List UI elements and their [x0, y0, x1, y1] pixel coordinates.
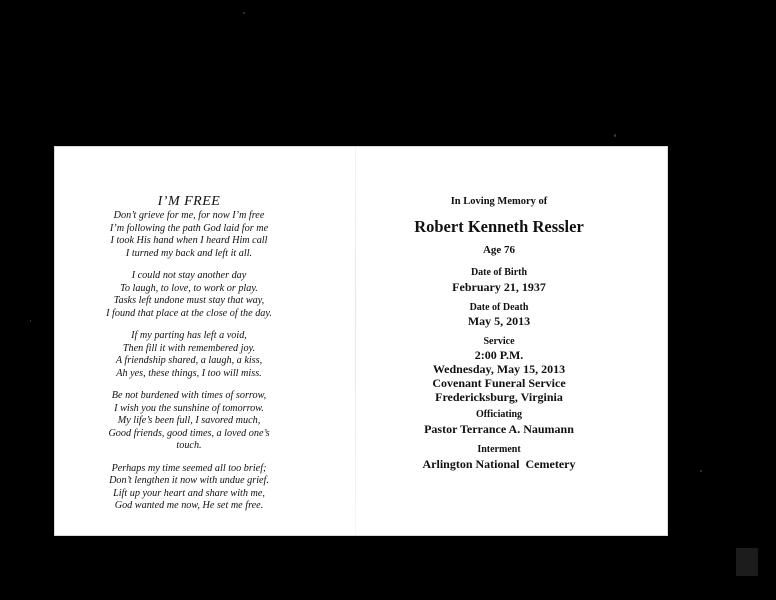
service-label: Service — [483, 336, 515, 347]
dust-speck — [243, 12, 245, 14]
poem-line: I took His hand when I heard Him call — [110, 235, 268, 246]
poem-stanza — [55, 270, 323, 320]
poem-stanza — [55, 330, 323, 380]
poem-line: If my parting has left a void, — [131, 330, 247, 341]
poem-line: Be not burdened with times of sorrow, — [111, 390, 267, 401]
poem-stanza — [55, 210, 323, 260]
deceased-age: Age 76 — [482, 244, 516, 256]
poem-stanza — [55, 463, 323, 513]
death-date: May 5, 2013 — [467, 314, 531, 328]
poem-line: Then fill it with remembered joy. — [122, 342, 256, 354]
poem-line: I turned my back and left it all. — [125, 247, 253, 259]
interment-label: Interment — [477, 444, 521, 455]
poem-line: I wish you the sunshine of tomorrow. — [114, 402, 264, 414]
poem-line: Ah yes, these things, I too will miss. — [116, 367, 262, 379]
poem-line: Don’t grieve for me, for now I’m free — [113, 210, 265, 221]
death-label: Date of Death — [469, 302, 529, 313]
dust-speck — [614, 134, 616, 137]
poem-line: Don’t lengthen it now with undue grief. — [109, 475, 269, 486]
dust-speck — [30, 320, 31, 322]
poem-line: I’m following the path God laid for me — [109, 222, 269, 234]
deceased-name: Robert Kenneth Ressler — [414, 217, 584, 236]
birth-label: Date of Birth — [470, 267, 528, 278]
service-place: Covenant Funeral Service — [432, 376, 566, 390]
officiant-name: Pastor Terrance A. Naumann — [424, 422, 574, 436]
poem-line: A friendship shared, a laugh, a kiss, — [115, 355, 263, 366]
birth-date: February 21, 1937 — [452, 280, 546, 294]
cemetery-name: Arlington National Cemetery — [422, 457, 576, 471]
poem-line: I found that place at the close of the day. — [106, 307, 272, 319]
poem-line: touch. — [176, 440, 202, 451]
poem-line: Perhaps my time seemed all too brief; — [111, 462, 267, 474]
poem-line: My life’s been full, I savored much, — [117, 415, 261, 426]
poem-stanza — [55, 390, 323, 453]
poem-line: Tasks left undone must stay that way, — [113, 295, 265, 306]
service-city: Fredericksburg, Virginia — [435, 390, 563, 404]
memorial-card — [54, 146, 668, 536]
poem-title: I’M FREE — [157, 194, 221, 209]
poem-line: Lift up your heart and share with me, — [113, 487, 265, 499]
service-details — [357, 348, 641, 404]
card-fold-line — [355, 147, 356, 535]
poem-body — [55, 210, 323, 523]
dust-speck — [700, 470, 702, 472]
poem-line: God wanted me now, He set me free. — [114, 500, 264, 511]
poem-line: Good friends, good times, a loved one’s — [108, 427, 270, 439]
poem-line: To laugh, to love, to work or play. — [120, 282, 258, 294]
service-time: 2:00 P.M. — [474, 348, 524, 362]
memorial-panel — [357, 147, 641, 535]
memorial-intro: In Loving Memory of — [450, 196, 548, 207]
poem-panel — [55, 147, 323, 535]
poem-line: I could not stay another day — [131, 270, 247, 281]
service-date: Wednesday, May 15, 2013 — [432, 362, 566, 376]
officiating-label: Officiating — [475, 409, 523, 420]
dust-speck — [736, 548, 758, 576]
